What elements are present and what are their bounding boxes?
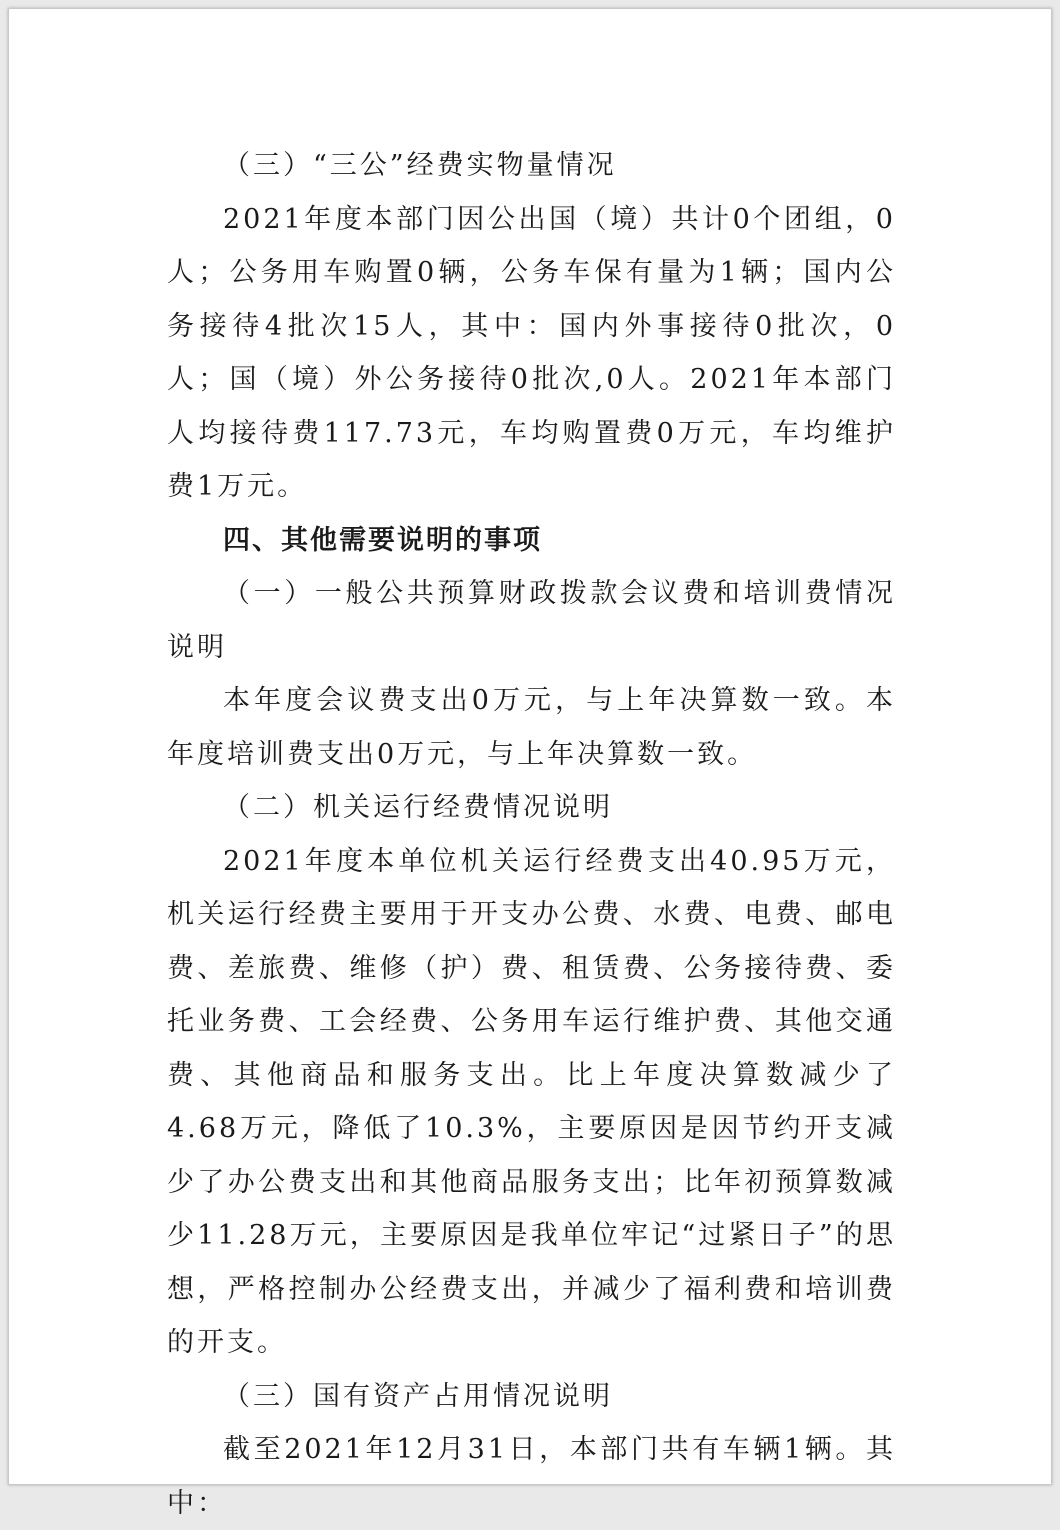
paragraph-three-public-details: 2021年度本部门因公出国（境）共计0个团组，0人；公务用车购置0辆，公务车保有量为1辆；国内公务接待4批次15人，其中：国内外事接待0批次，0人；国（境）外公务接待0批次,0人。2021年本部门人均接待费117.73元，车均购置费0万元，车均维护费1万元。 (167, 203, 896, 502)
document-body (167, 139, 896, 1530)
subheading-three-public-quantity: （三）“三公”经费实物量情况 (223, 150, 617, 181)
document-page (8, 8, 1052, 1519)
paragraph-operating-expenses: 2021年度本单位机关运行经费支出40.95万元，机关运行经费主要用于开支办公费、水费、电费、邮电费、差旅费、维修（护）费、租赁费、公务接待费、委托业务费、工会经费、公务用车运行维护费、其他交通费、其他商品和服务支出。比上年度决算数减少了4.68万元，降低了10.3%，主要原因是因节约开支减少了办公费支出和其他商品服务支出；比年初预算数减少11.28万元，主要原因是我单位牢记“过紧日子”的思想，严格控制办公经费支出，并减少了福利费和培训费的开支。 (167, 845, 896, 1358)
subheading-operating-expenses: （二）机关运行经费情况说明 (223, 792, 613, 823)
paragraph-state-assets: 截至2021年12月31日，本部门共有车辆1辆。其中： (167, 1434, 896, 1519)
paragraph-meeting-training: 本年度会议费支出0万元，与上年决算数一致。本年度培训费支出0万元，与上年决算数一致。 (167, 685, 896, 770)
section-heading-other-matters: 四、其他需要说明的事项 (223, 524, 542, 556)
subheading-meeting-training: （一）一般公共预算财政拨款会议费和培训费情况说明 (167, 578, 896, 663)
subheading-state-assets: （三）国有资产占用情况说明 (223, 1380, 613, 1412)
